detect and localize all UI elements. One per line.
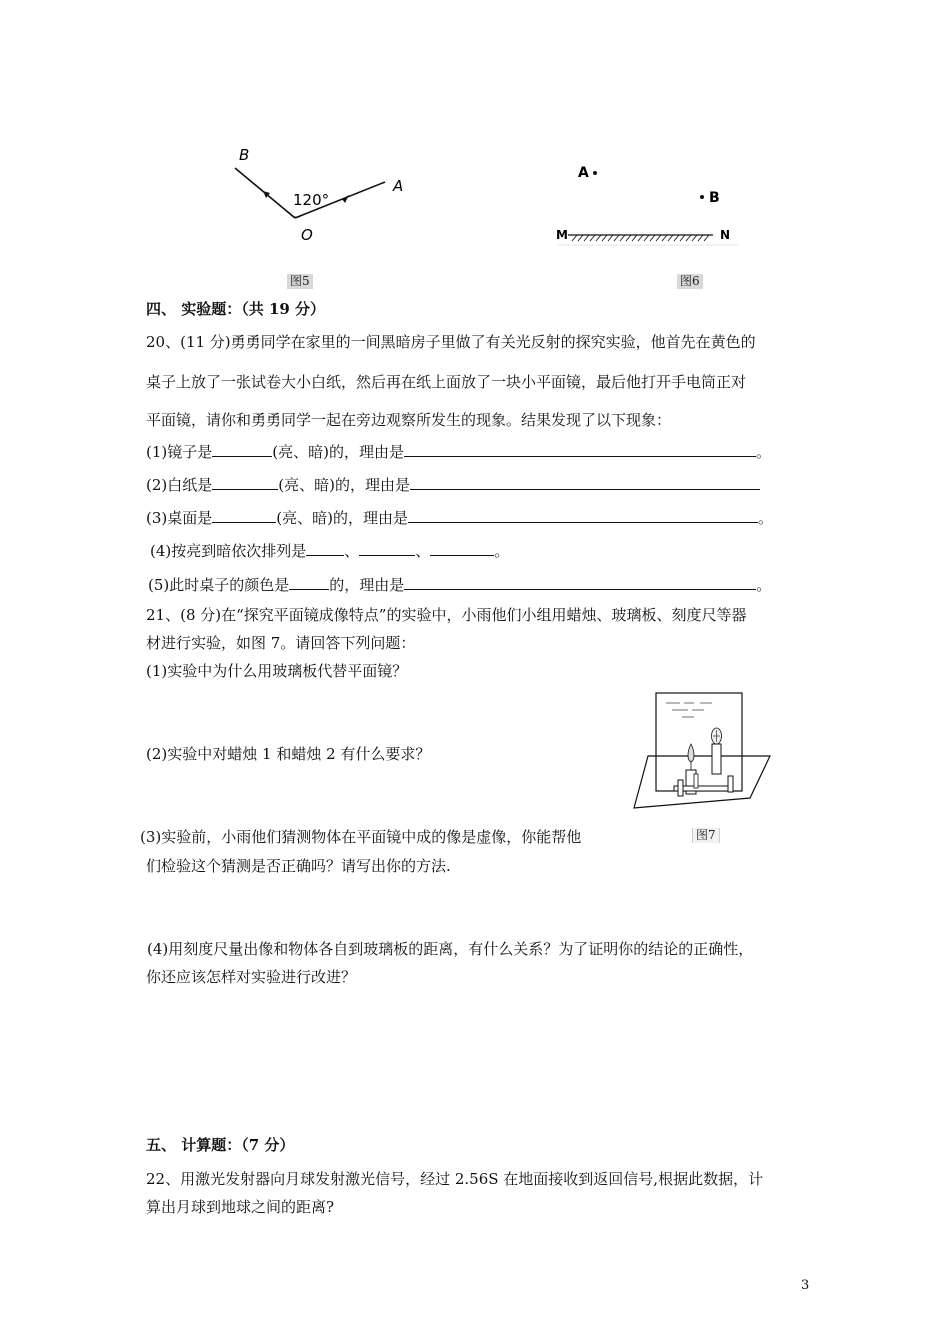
hatch-mark	[650, 235, 655, 241]
q20-p1-blank-reason[interactable]	[404, 442, 756, 457]
q21-question-1: (1)实验中为什么用玻璃板代替平面镜？	[146, 662, 408, 680]
ruler-stand-right	[728, 776, 733, 792]
q20-p4-end: 。	[494, 542, 510, 560]
figure-7-candle-apparatus	[632, 690, 772, 814]
q20-part-1	[146, 441, 771, 462]
section-5-title: 五、 计算题：（7 分）	[146, 1136, 295, 1154]
q20-p3-blank-brightness[interactable]	[212, 508, 276, 523]
q20-p5-label: (5)此时桌子的颜色是	[148, 576, 290, 594]
hatch-mark	[578, 235, 583, 241]
section-4-title: 四、 实验题：（共 19 分）	[146, 300, 326, 318]
angle-arc	[289, 212, 302, 217]
hatch-mark	[584, 235, 589, 241]
hatch-mark	[656, 235, 661, 241]
label-n: N	[720, 228, 731, 242]
figure-6-caption: 图6	[677, 274, 703, 289]
figure-7-caption: 图7	[692, 828, 720, 843]
q20-p4-sep-1: 、	[344, 542, 360, 560]
q21-question-2: (2)实验中对蜡烛 1 和蜡烛 2 有什么要求？	[146, 745, 431, 763]
label-a: A	[578, 165, 589, 181]
q20-p1-label: (1)镜子是	[146, 443, 213, 461]
q22-line-1: 22、用激光发射器向月球发射激光信号，经过 2.56S 在地面接收到返回信号,根据此数据，计	[146, 1170, 764, 1188]
page-number: 3	[801, 1278, 810, 1293]
point-b	[700, 195, 704, 199]
label-b: B	[709, 190, 720, 206]
q20-part-2	[146, 474, 760, 495]
mirror-hatching	[572, 235, 709, 241]
q20-part-5	[148, 574, 771, 595]
q20-p3-blank-reason[interactable]	[408, 508, 758, 523]
hatch-mark	[620, 235, 625, 241]
hatch-mark	[572, 235, 577, 241]
q20-p5-end: 。	[756, 576, 772, 594]
q20-p4-sep-2: 、	[415, 542, 431, 560]
hatch-mark	[680, 235, 685, 241]
q20-p2-blank-reason[interactable]	[410, 475, 760, 490]
figure-5-caption: 图5	[287, 274, 313, 289]
hatch-mark	[674, 235, 679, 241]
q20-part-3	[146, 507, 773, 528]
hatch-mark	[662, 235, 667, 241]
q20-line-2: 桌子上放了一张试卷大小白纸，然后再在纸上面放了一块小平面镜，最后他打开手电筒正对	[146, 373, 747, 391]
hatch-mark	[596, 235, 601, 241]
ruler-stand-middle	[694, 774, 698, 788]
hatch-mark	[626, 235, 631, 241]
q20-p5-blank-reason[interactable]	[404, 575, 756, 590]
q20-p4-label: (4)按亮到暗依次排列是	[150, 542, 307, 560]
hatch-mark	[608, 235, 613, 241]
hatch-mark	[668, 235, 673, 241]
candle-2	[712, 744, 721, 774]
q20-line-1: 20、(11 分)勇勇同学在家里的一间黑暗房子里做了有关光反射的探究实验，他首先在黄色的	[146, 333, 756, 351]
table-surface	[634, 756, 770, 808]
q21-question-4-line-1: (4)用刻度尺量出像和物体各自到玻璃板的距离，有什么关系？为了证明你的结论的正确性，	[147, 940, 754, 958]
q21-question-4-line-2: 你还应该怎样对实验进行改进？	[146, 968, 357, 986]
q20-p2-blank-brightness[interactable]	[212, 475, 278, 490]
q20-p5-reason-label: 的，理由是	[329, 576, 405, 594]
label-b: B	[239, 146, 250, 164]
label-o: O	[301, 226, 313, 244]
candle-1-flame	[688, 744, 694, 762]
q20-p4-blank-3[interactable]	[430, 541, 494, 556]
label-a: A	[393, 177, 404, 195]
q20-p3-label: (3)桌面是	[146, 509, 213, 527]
q20-p3-reason-label: (亮、暗)的，理由是	[276, 509, 408, 527]
figure-5-reflection-diagram	[225, 138, 425, 253]
hatch-mark	[698, 235, 703, 241]
q20-p3-end: 。	[757, 509, 773, 527]
hatch-mark	[692, 235, 697, 241]
label-m: M	[556, 228, 568, 242]
angle-label: 120°	[293, 191, 330, 209]
hatch-mark	[686, 235, 691, 241]
q20-p4-blank-2[interactable]	[359, 541, 415, 556]
glass-plate-reflection-lines	[666, 703, 712, 717]
hatch-mark	[632, 235, 637, 241]
q20-p5-blank-color[interactable]	[289, 575, 329, 590]
q21-line-2: 材进行实验，如图 7。请回答下列问题：	[146, 634, 416, 652]
q20-p1-reason-label: (亮、暗)的，理由是	[272, 443, 404, 461]
hatch-mark	[614, 235, 619, 241]
hatch-mark	[704, 235, 709, 241]
q22-line-2: 算出月球到地球之间的距离?	[146, 1198, 335, 1216]
q20-part-4	[150, 540, 509, 561]
ruler-stand-left	[678, 780, 683, 796]
q20-line-3: 平面镜，请你和勇勇同学一起在旁边观察所发生的现象。结果发现了以下现象：	[146, 411, 672, 429]
hatch-mark	[602, 235, 607, 241]
hatch-mark	[644, 235, 649, 241]
q21-question-3-line-1: (3)实验前，小雨他们猜测物体在平面镜中成的像是虚像，你能帮他	[140, 828, 582, 846]
q20-p1-blank-brightness[interactable]	[212, 442, 272, 457]
q21-question-3-line-2: 们检验这个猜测是否正确吗？请写出你的方法.	[146, 857, 451, 875]
ray-ao-arrow	[342, 195, 349, 203]
point-a	[593, 171, 597, 175]
q20-p2-reason-label: (亮、暗)的，理由是	[278, 476, 410, 494]
hatch-mark	[638, 235, 643, 241]
q20-p4-blank-1[interactable]	[306, 541, 344, 556]
q20-p1-end: 。	[755, 443, 771, 461]
q20-p2-label: (2)白纸是	[146, 476, 213, 494]
q21-line-1: 21、(8 分)在“探究平面镜成像特点”的实验中，小雨他们小组用蜡烛、玻璃板、刻度尺等器	[146, 606, 747, 624]
hatch-mark	[590, 235, 595, 241]
figure-6-mirror-diagram	[548, 155, 743, 250]
